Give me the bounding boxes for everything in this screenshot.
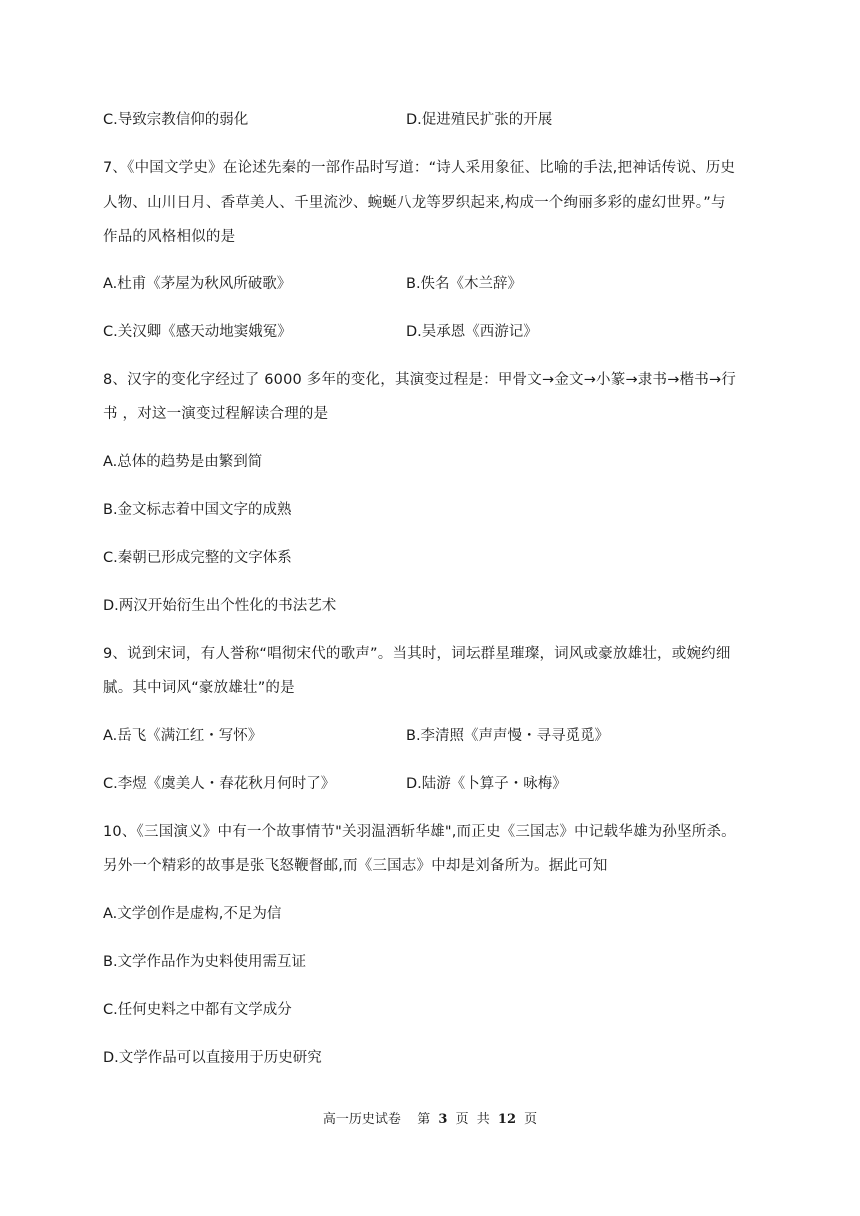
q9-option-b: B.李清照《声声慢・寻寻觅觅》 [406, 728, 610, 744]
footer-page-prefix: 第 [417, 1112, 431, 1127]
footer-page-word: 页 [455, 1112, 469, 1127]
footer-title: 高一历史试卷 [322, 1112, 401, 1127]
q8-option-a: A.总体的趋势是由繁到简 [103, 454, 263, 470]
q7-stem-line-2: 人物、山川日月、香草美人、千里流沙、蜿蜒八龙等罗织起来,构成一个绚丽多彩的虚幻世界。”与 [103, 195, 726, 211]
q7-option-a: A.杜甫《茅屋为秋风所破歌》 [103, 276, 292, 292]
q8-option-c: C.秦朝已形成完整的文字体系 [103, 550, 292, 566]
q8-stem-line-2: 书 ，对这一演变过程解读合理的是 [103, 406, 329, 422]
q7-option-b: B.佚名《木兰辞》 [406, 276, 523, 292]
q7-stem-line-3: 作品的风格相似的是 [103, 229, 236, 245]
q9-option-a: A.岳飞《满江红・写怀》 [103, 728, 263, 744]
q8-stem-line-1: 8、汉字的变化字经过了 6000 多年的变化，其演变过程是：甲骨文→金文→小篆→隶书→楷书→行 [103, 372, 736, 388]
q6-option-d: D.促进殖民扩张的开展 [406, 112, 553, 128]
q9-stem-line-1: 9、说到宋词，有人誉称“唱彻宋代的歌声”。当其时，词坛群星璀璨，词风或豪放雄壮，或婉约细 [103, 646, 731, 662]
footer-total-word: 页 [524, 1112, 538, 1127]
footer-page-number: 3 [438, 1112, 448, 1127]
q10-option-b: B.文学作品作为史料使用需互证 [103, 954, 307, 970]
q7-stem-line-1: 7、《中国文学史》在论述先秦的一部作品时写道：“诗人采用象征、比喻的手法,把神话传说、历史 [103, 160, 736, 176]
q10-option-d: D.文学作品可以直接用于历史研究 [103, 1050, 322, 1066]
q10-stem-line-2: 另外一个精彩的故事是张飞怒鞭督邮,而《三国志》中却是刘备所为。据此可知 [103, 858, 608, 874]
q7-option-c: C.关汉卿《感天动地窦娥冤》 [103, 324, 292, 340]
q10-option-a: A.文学创作是虚构,不足为信 [103, 906, 282, 922]
q9-option-c: C.李煜《虞美人・春花秋月何时了》 [103, 776, 336, 792]
q9-stem-line-2: 腻。其中词风“豪放雄壮”的是 [103, 680, 295, 696]
q8-option-d: D.两汉开始衍生出个性化的书法艺术 [103, 598, 337, 614]
footer-total-number: 12 [497, 1112, 516, 1127]
q7-option-d: D.吴承恩《西游记》 [406, 324, 538, 340]
footer-total-prefix: 共 [476, 1112, 490, 1127]
q10-stem-line-1: 10、《三国演义》中有一个故事情节"关羽温酒斩华雄",而正史《三国志》中记载华雄为孙坚所杀。 [103, 824, 736, 840]
q6-option-c: C.导致宗教信仰的弱化 [103, 112, 249, 128]
page-footer [0, 1111, 860, 1129]
q9-option-d: D.陆游《卜算子・咏梅》 [406, 776, 567, 792]
q8-option-b: B.金文标志着中国文字的成熟 [103, 502, 292, 518]
q10-option-c: C.任何史料之中都有文学成分 [103, 1002, 292, 1018]
